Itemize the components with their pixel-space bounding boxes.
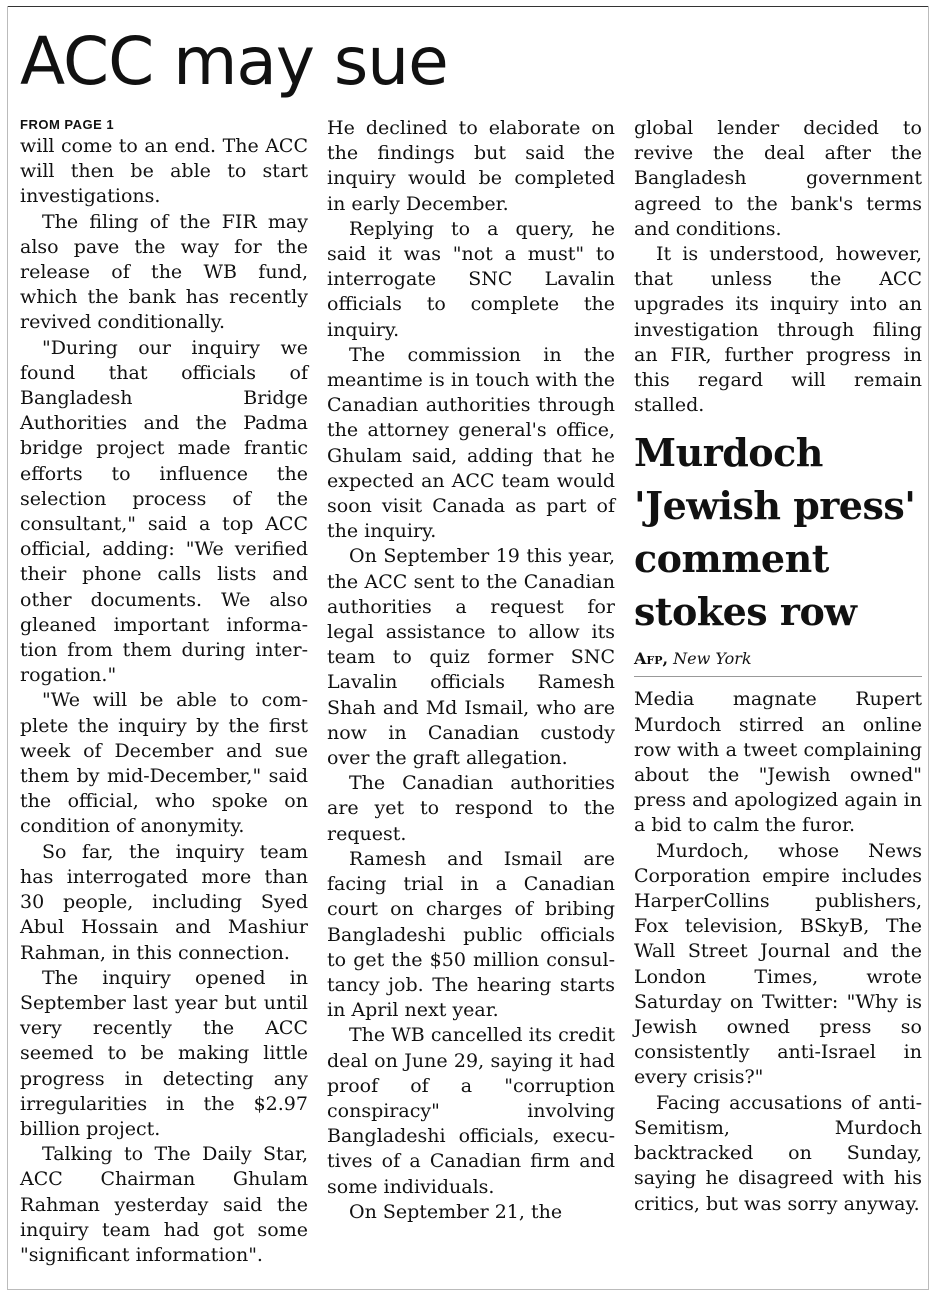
paragraph: The filing of the FIR may also pave the way for the release of the WB fund, which the bank has recently revived conditionally. [20,210,308,334]
paragraph: On September 19 this year, the ACC sent to the Canadian authorities a request for legal assistance to allow its team to quiz former SNC Lavalin officials Ramesh Shah and Md Ismail, who are now in Canadian custody over the graft allegation. [327,545,615,770]
bottom-border [7,1289,929,1290]
side-headline: Murdoch 'Jewish press' comment stokes row [634,430,916,635]
main-headline: ACC may sue [20,23,448,100]
paragraph: On September 21, the [349,1200,563,1223]
right-border [928,6,929,1290]
column-2 [327,116,615,1225]
column-1 [20,116,308,1268]
paragraph: The Canadian authorities are yet to respond to the request. [327,772,615,845]
paragraph: The commission in the meantime is in touch with the Canadian authorities through the attorney general's office, Ghulam said, adding that he expected an ACC team would soon visit Canada as part of the inquiry. [327,343,615,543]
kicker: FROM PAGE 1 [20,117,115,132]
column-3 [634,116,922,1217]
byline-spacer [634,677,922,687]
paragraph: Ramesh and Ismail are facing trial in a Canadian court on charges of bribing Bangladeshi public officials to get the $50 million consultancy job. The hearing starts in April next year. [327,847,615,1022]
byline-place: New York [673,649,752,669]
paragraph: It is understood, however, that unless the ACC upgrades its inquiry into an investigation through filing an FIR, further progress in this regard will remain stalled. [634,243,922,417]
paragraph: So far, the inquiry team has interrogated more than 30 people, including Syed Abul Hossain and Mashiur Rahman, in this connection. [20,840,308,964]
paragraph: will come to an end. The ACC will then be able to start investigations. [20,135,308,208]
paragraph: The inquiry opened in September last year but until very recently the ACC seemed to be making little progress in detecting any irregularities in the $2.97 billion project. [20,966,308,1140]
paragraph: "During our inquiry we found that officials of Bangladesh Bridge Authorities and the Padma bridge project made frantic efforts to influence the selection process of the consultant," said a top ACC official, adding: "We verified their phone calls lists and other documents. We also gleaned important information from them during interrogation." [20,336,308,687]
top-rule [7,6,929,7]
paragraph: Replying to a query, he said it was "not a must" to interrogate SNC Lavalin officials to complete the inquiry. [327,217,615,341]
paragraph: The WB cancelled its credit deal on June 29, saying it had proof of a "corruption conspiracy" involving Bangladeshi officials, executives of a Canadian firm and some individuals. [327,1024,615,1198]
paragraph: global lender decided to revive the deal after the Bangladesh government agreed to the bank's terms and conditions. [634,117,922,240]
paragraph: Facing accusations of anti-Semitism, Murdoch backtracked on Sunday, saying he disagreed with his critics, but was sorry anyway. [634,1091,922,1215]
paragraph: Media magnate Rupert Murdoch stirred an online row with a tweet complaining about the "Jewish owned" press and apologized again in a bid to calm the furor. [634,688,922,837]
left-border [7,6,8,1290]
paragraph: "We will be able to complete the inquiry by the first week of December and sue them by mid-December," said the official, who spoke on condition of anonymity. [20,689,308,838]
paragraph: He declined to elaborate on the findings but said the inquiry would be completed in early December. [327,117,615,215]
byline-agency: Afp, [634,649,669,669]
paragraph: Talking to The Daily Star, ACC Chairman Ghulam Rahman yesterday said the inquiry team had got some "significant information". [20,1143,308,1266]
byline [634,648,922,677]
paragraph: Murdoch, whose News Corporation empire includes HarperCollins publishers, Fox television, BSkyB, The Wall Street Journal and the London Times, wrote Saturday on Twitter: "Why is Jewish owned press so consistently anti-Israel in every crisis?" [634,839,922,1089]
